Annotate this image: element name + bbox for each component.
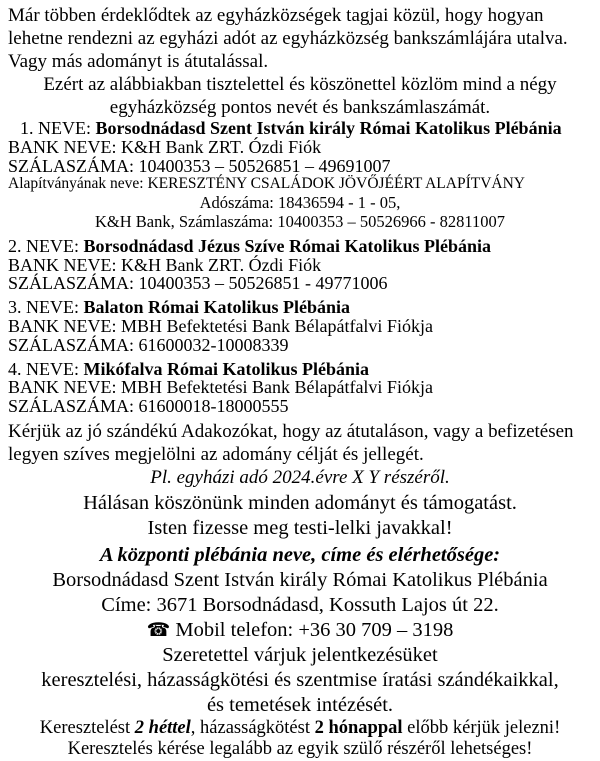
intro-line-3: Vagy más adományt is átutalással. [8, 51, 269, 72]
thanks-line-2: Isten fizesse meg testi-lelki javakkal! [147, 516, 453, 539]
parish-1-name: Borsodnádasd Szent István király Római Katolikus Plébánia [95, 118, 562, 138]
parish-2-num-label: 2. NEVE: [8, 235, 84, 256]
central-heading: A központi plébánia neve, címe és elérhetősége: [99, 543, 501, 566]
closing-block [8, 718, 592, 761]
parish-4-account-label: SZÁLASZÁMA: [8, 396, 139, 417]
parish-2-account-line [8, 274, 592, 293]
parish-2-account: 10400353 – 50526851 - 49771006 [138, 273, 388, 294]
intro-line-1: Már többen érdeklődtek az egyházközségek tagjai közül, hogy hogyan [8, 5, 544, 26]
parish-1-account-label: SZÁLASZÁMA: [8, 155, 139, 176]
thanks-block [8, 491, 592, 541]
parish-1-foundation-line [8, 175, 592, 194]
phone-icon: ☎ [146, 618, 171, 641]
central-phone-line [8, 618, 592, 643]
thanks-line-1: Hálásan köszönünk minden adományt és támogatást. [83, 491, 517, 514]
donation-example-line: Pl. egyházi adó 2024.évre X Y részéről. [150, 466, 450, 488]
parish-2-name-line [8, 237, 592, 256]
closing-notice-months: 2 hónappal [314, 717, 403, 738]
parish-block-1 [8, 119, 592, 232]
parish-1-foundation-name: KERESZTÉNY CSALÁDOK JÖVŐJÉÉRT ALAPÍTVÁNY [147, 175, 525, 193]
parish-1-account: 10400353 – 50526851 – 49691007 [138, 155, 391, 176]
intro-line-2: lehetne rendezni az egyházi adót az egyházközség bankszámlájára utalva. [8, 28, 568, 49]
central-invite-line-3: és temetések intézését. [206, 693, 394, 716]
closing-notice-part-5: előbb kérjük jelezni! [402, 717, 561, 738]
parish-4-bank-line [8, 378, 592, 397]
parish-1-foundation-label: Alapítványának neve: [8, 175, 148, 193]
closing-notice-weeks: 2 héttel [134, 717, 191, 738]
parish-2-bank-label: BANK NEVE: [8, 254, 121, 275]
intro-line-5: egyházközség pontos nevét és bankszámlaszámát. [109, 97, 491, 118]
parish-3-account-label: SZÁLASZÁMA: [8, 334, 139, 355]
parish-3-account: 61600032-10008339 [138, 334, 289, 355]
parish-block-4 [8, 360, 592, 416]
parish-1-account-line [8, 157, 592, 176]
closing-notice-part-1: Keresztelést [39, 717, 135, 738]
parish-4-account: 61600018-18000555 [138, 396, 289, 417]
intro-line-4: Ezért az alábbiakban tisztelettel és köszönettel közlöm mind a négy [43, 74, 557, 95]
parish-1-bank: K&H Bank ZRT. Ózdi Fiók [121, 136, 322, 157]
parish-4-bank-label: BANK NEVE: [8, 377, 121, 398]
parish-3-bank-label: BANK NEVE: [8, 315, 121, 336]
central-invite-line-2: keresztelési, házasságkötési és szentmise íratási szándékaikkal, [41, 668, 559, 691]
parish-1-foundation-account-line: K&H Bank, Számlaszáma: 10400353 – 50526966 - 82811007 [94, 211, 505, 231]
parish-3-bank: MBH Befektetési Bank Bélapátfalvi Fiókja [121, 315, 433, 336]
donation-note [8, 420, 592, 489]
central-address: Címe: 3671 Borsodnádasd, Kossuth Lajos út 22. [101, 593, 499, 616]
closing-notice-line [8, 718, 592, 740]
parish-2-account-label: SZÁLASZÁMA: [8, 273, 139, 294]
parish-1-bank-line [8, 138, 592, 157]
parish-1-name-line [8, 119, 592, 138]
parish-1-tax-line: Adószáma: 18436594 - 1 - 05, [199, 193, 401, 213]
parish-3-num-label: 3. NEVE: [8, 297, 84, 318]
parish-block-2 [8, 237, 592, 293]
central-parish-block [8, 543, 592, 718]
central-invite-line-1: Szeretettel várjuk jelentkezésüket [162, 643, 438, 666]
closing-notice-part-3: , házasságkötést [190, 717, 315, 738]
parish-1-bank-label: BANK NEVE: [8, 136, 121, 157]
parish-3-account-line [8, 336, 592, 355]
parish-2-bank: K&H Bank ZRT. Ózdi Fiók [121, 254, 322, 275]
parish-block-3 [8, 298, 592, 354]
parish-1-num-label: 1. NEVE: [20, 118, 96, 138]
parish-4-name-line [8, 360, 592, 379]
parish-4-account-line [8, 397, 592, 416]
parish-4-name: Mikófalva Római Katolikus Plébánia [83, 358, 370, 379]
donation-line-1: Kérjük az jó szándékú Adakozókat, hogy az átutaláson, vagy a befizetésen [8, 420, 574, 442]
donation-line-2: legyen szíves megjelölni az adomány célját és jellegét. [8, 443, 424, 465]
parish-2-bank-line [8, 256, 592, 275]
parish-4-num-label: 4. NEVE: [8, 358, 84, 379]
parish-3-bank-line [8, 317, 592, 336]
parish-3-name-line [8, 298, 592, 317]
central-name: Borsodnádasd Szent István király Római Katolikus Plébánia [52, 568, 548, 591]
parish-4-bank: MBH Befektetési Bank Bélapátfalvi Fiókja [121, 377, 433, 398]
central-phone-number: Mobil telefon: +36 30 709 – 3198 [170, 618, 454, 641]
parish-3-name: Balaton Római Katolikus Plébánia [83, 297, 351, 318]
parish-2-name: Borsodnádasd Jézus Szíve Római Katolikus Plébánia [83, 235, 492, 256]
closing-final-line: Keresztelés kérése legalább az egyik szülő részéről lehetséges! [67, 739, 533, 760]
